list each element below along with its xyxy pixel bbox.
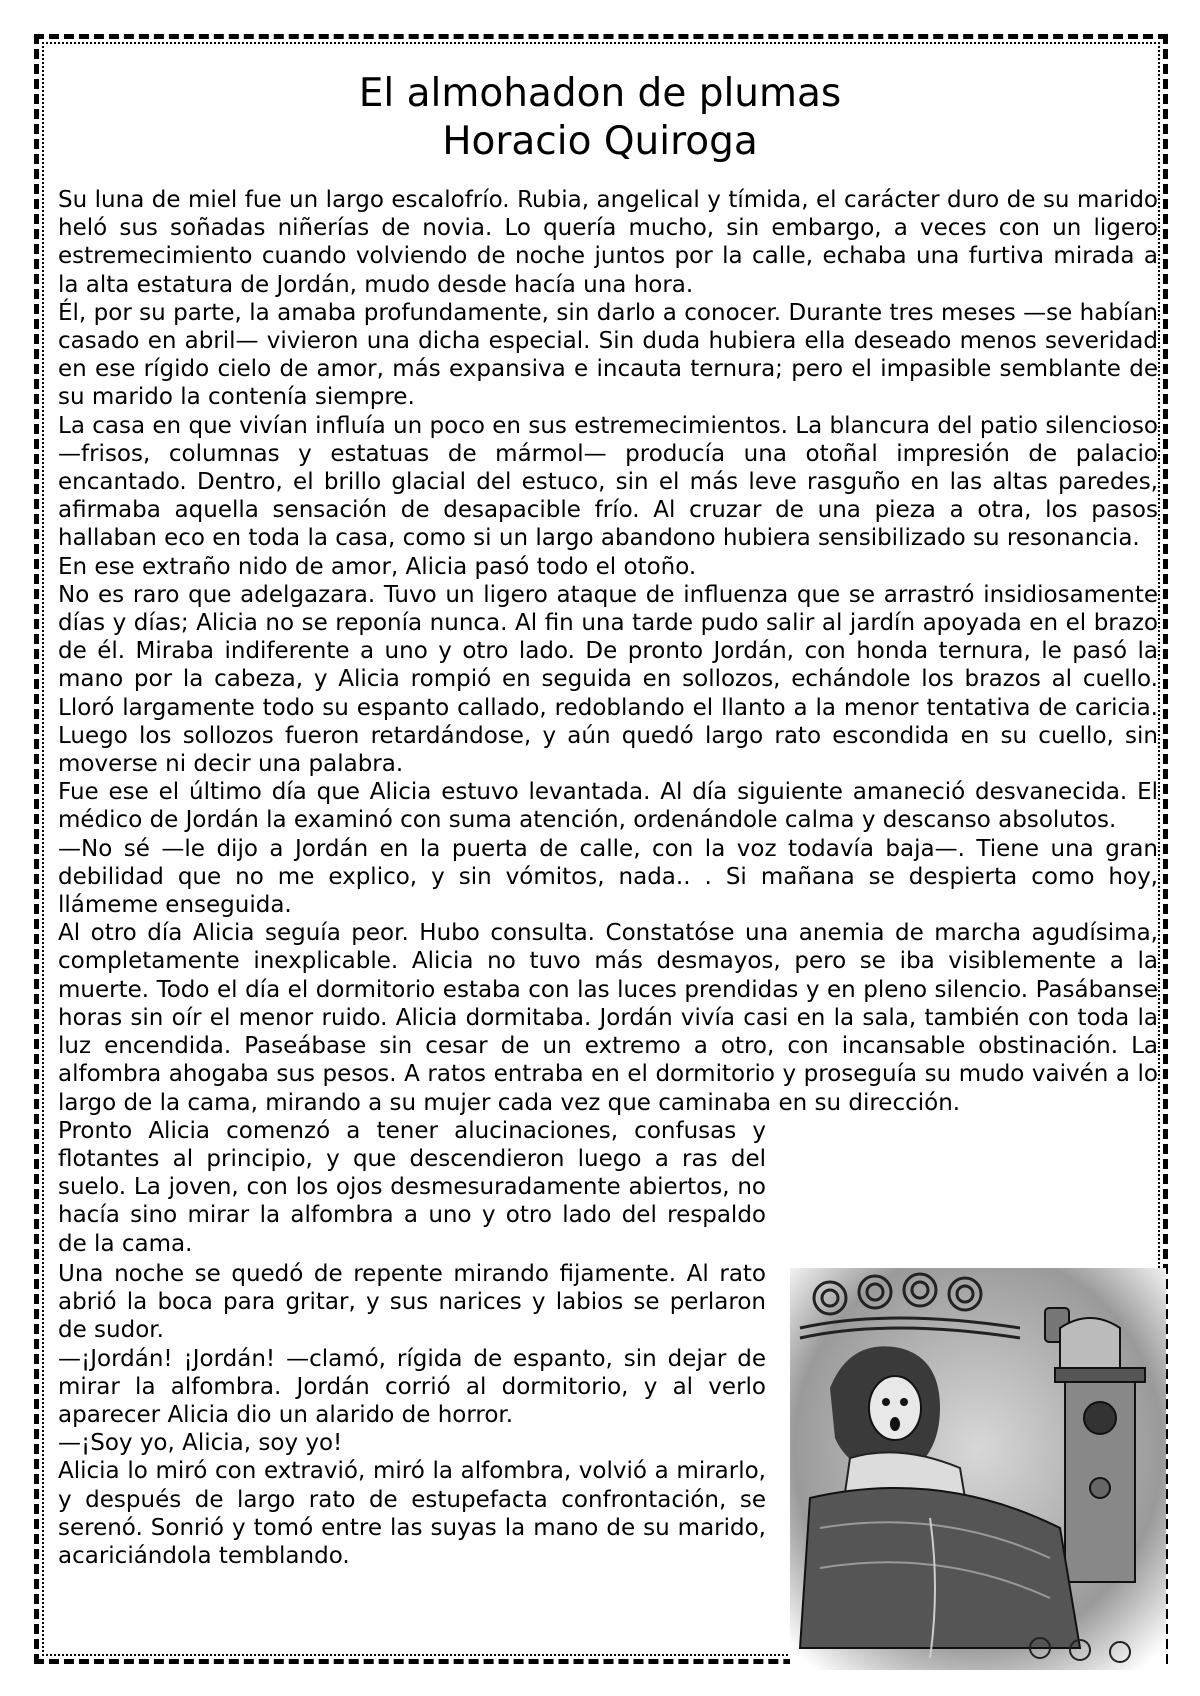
paragraph: —¡Jordán! ¡Jordán! —clamó, rígida de espanto, sin dejar de mirar la alfombra. Jordán corrió al dormitorio, y al verlo aparecer Alicia dio un alarido de horror. [58, 1345, 766, 1429]
paragraph: Él, por su parte, la amaba profundamente, sin darlo a conocer. Durante tres meses —se habían casado en abril— vivieron una dicha especial. Sin duda hubiera ella deseado menos severidad en ese rígido cielo de amor, más expansiva e incauta ternura; pero el impasible semblante de su marido la contenía siempre. [58, 299, 1158, 411]
paragraph: Al otro día Alicia seguía peor. Hubo consulta. Constatóse una anemia de marcha agudísima, completamente inexplicable. Alicia no tuvo más desmayos, pero se iba visiblemente a la muerte. Todo el día el dormitorio estaba con las luces prendidas y en pleno silencio. Pasábanse horas sin oír el menor ruido. Alicia dormitaba. Jordán vivía casi en la sala, también con toda la luz encendida. Paseábase sin cesar de un extremo a otro, con incansable obstinación. La alfombra ahogaba sus pesos. A ratos entraba en el dormitorio y proseguía su mudo vaivén a lo largo de la cama, mirando a su mujer cada vez que caminaba en su dirección. [58, 920, 1158, 1116]
paragraph: Alicia lo miró con extravió, miró la alfombra, volvió a mirarlo, y después de largo rato de estupefacta confrontación, se serenó. Sonrió y tomó entre las suyas la mano de su marido, acariciándola temblando. [58, 1458, 766, 1570]
bed-illustration [790, 1268, 1166, 1670]
story-title: El almohadon de plumas [358, 71, 842, 116]
title-block [0, 70, 1200, 166]
paragraph: Una noche se quedó de repente mirando fijamente. Al rato abrió la boca para gritar, y sus narices y labios se perlaron de sudor. [58, 1261, 766, 1344]
paragraph: —No sé —le dijo a Jordán en la puerta de calle, con la voz todavía baja—. Tiene una gran debilidad que no me explico, y sin vómitos, nada.. . Si mañana se despierta como hoy, llámeme enseguida. [58, 835, 1158, 919]
paragraph: Fue ese el último día que Alicia estuvo levantada. Al día siguiente amaneció desvanecida. El médico de Jordán la examinó con suma atención, ordenándole calma y descanso absolutos. [58, 779, 1158, 834]
paragraph: No es raro que adelgazara. Tuvo un ligero ataque de influenza que se arrastró insidiosamente días y días; Alicia no se reponía nunca. Al fin una tarde pudo salir al jardín apoyada en el brazo de él. Miraba indiferente a uno y otro lado. De pronto Jordán, con honda ternura, le pasó la mano por la cabeza, y Alicia rompió en seguida en sollozos, echándole los brazos al cuello. Lloró largamente todo su espanto callado, redoblando el llanto a la menor tentativa de caricia. Luego los sollozos fueron retardándose, y aún quedó largo rato escondida en su cuello, sin moverse ni decir una palabra. [58, 581, 1158, 778]
paragraph: En ese extraño nido de amor, Alicia pasó todo el otoño. [58, 553, 697, 580]
paragraph: Pronto Alicia comenzó a tener alucinaciones, confusas y flotantes al principio, y que descendieron luego a ras del suelo. La joven, con los ojos desmesuradamente abiertos, no hacía sino mirar la alfombra a uno y otro lado del respaldo de la cama. [58, 1117, 766, 1257]
story-body-lower [58, 1260, 766, 1570]
paragraph: La casa en que vivían influía un poco en sus estremecimientos. La blancura del patio silencioso —frisos, columnas y estatuas de mármol— producía una otoñal impresión de palacio encantado. Dentro, el brillo glacial del estuco, sin el más leve rasguño en las altas paredes, afirmaba aquella sensación de desapacible frío. Al cruzar de una pieza a otra, los pasos hallaban eco en toda la casa, como si un largo abandono hubiera sensibilizado su resonancia. [58, 412, 1158, 552]
paragraph: —¡Soy yo, Alicia, soy yo! [58, 1430, 343, 1457]
paragraph: Su luna de miel fue un largo escalofrío. Rubia, angelical y tímida, el carácter duro de su marido heló sus soñadas niñerías de novia. Lo quería mucho, sin embargo, a veces con un ligero estremecimiento cuando volviendo de noche juntos por la calle, echaba una furtiva mirada a la alta estatura de Jordán, mudo desde hacía una hora. [58, 187, 1158, 298]
story-author: Horacio Quiroga [442, 119, 758, 164]
story-body [58, 186, 1158, 1258]
